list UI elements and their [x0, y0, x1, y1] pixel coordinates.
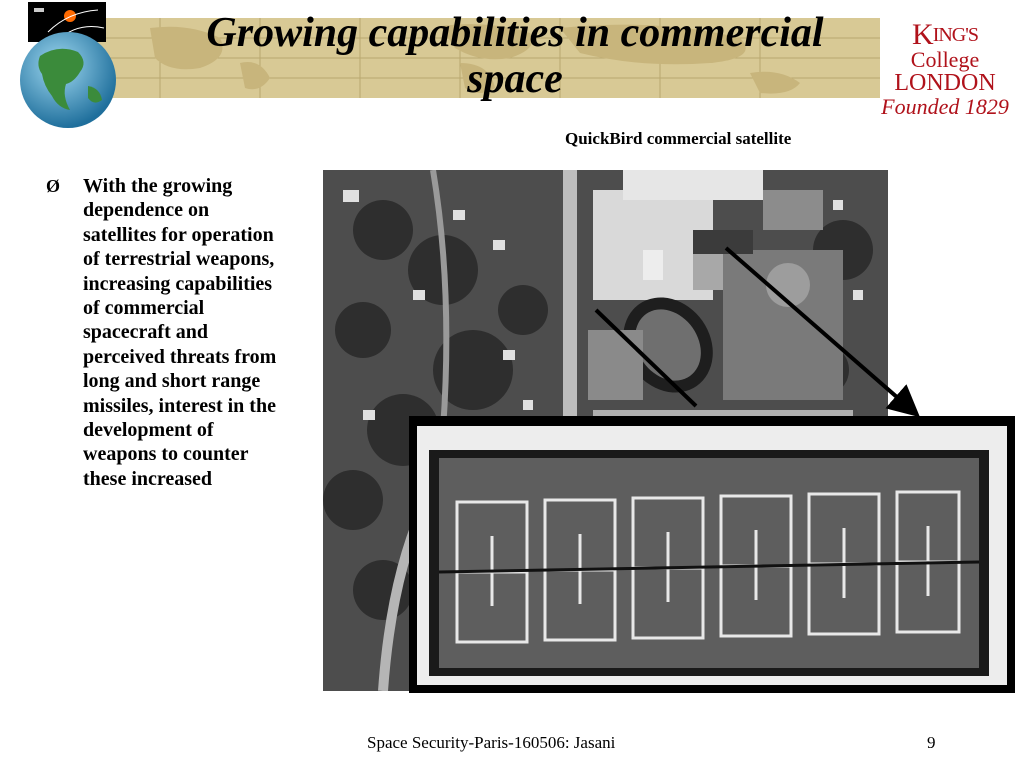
image-caption: QuickBird commercial satellite: [565, 129, 792, 148]
slide-title: Growing capabilities in commercial space: [206, 10, 824, 102]
arrow-bullet-icon: Ø: [46, 176, 61, 196]
bullet-item: [46, 174, 286, 491]
zoomed-tennis-courts-image: [409, 416, 1015, 693]
globe-icon: [18, 26, 118, 130]
logo-line1-big: K: [912, 18, 933, 51]
kings-college-logo: [880, 20, 1010, 130]
logo-line1-rest: ING'S: [932, 24, 978, 46]
logo-line4: Founded 1829: [881, 94, 1009, 119]
footer-text: Space Security-Paris-160506: Jasani: [367, 733, 616, 752]
logo-line3: LONDON: [894, 70, 996, 96]
page-number: 9: [927, 733, 936, 752]
bullet-text: With the growing dependence on satellites for operation of terrestrial weapons, increasing capabilities of commercial spacecraft and perceived threats from long and short range missiles, interest in the development of weapons to counter these increased: [83, 175, 277, 490]
logo-line2: College: [910, 47, 980, 72]
